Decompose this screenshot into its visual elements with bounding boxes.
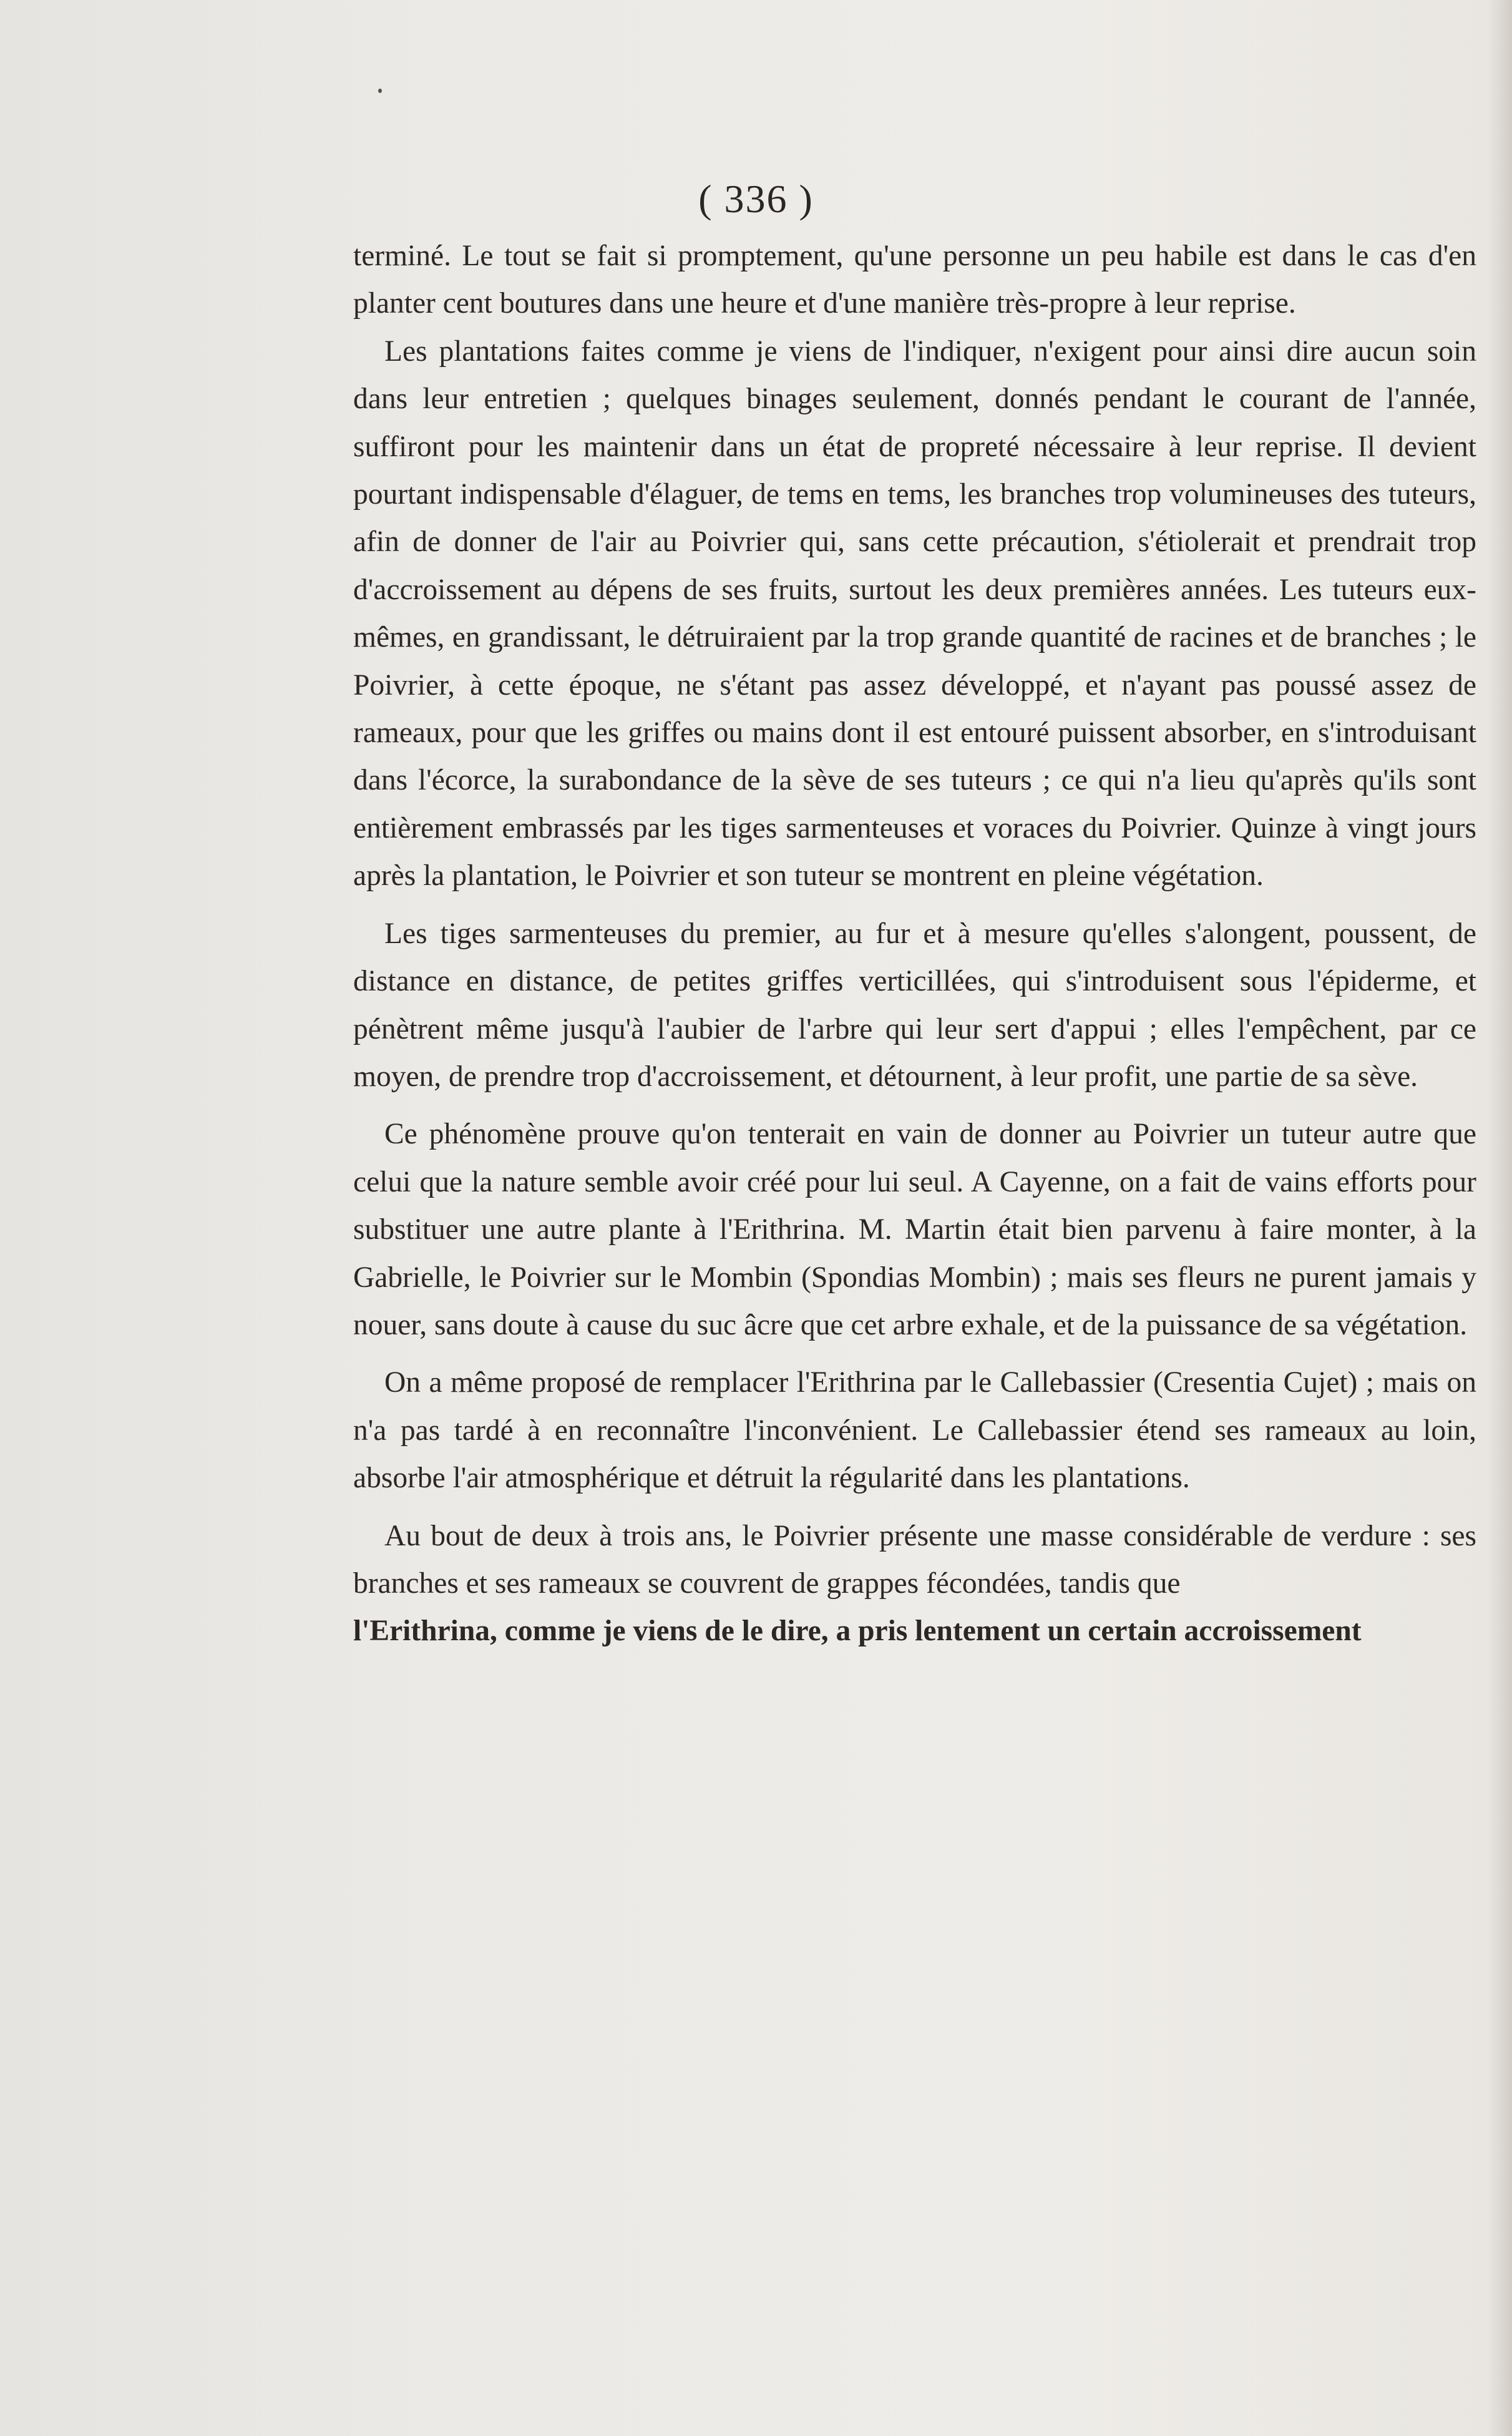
page-number: ( 336 ) bbox=[698, 177, 814, 221]
body-text bbox=[353, 232, 1476, 1655]
paragraph-6-last-line: l'Erithrina, comme je viens de le dire, a pris lentement un certain accroissement bbox=[353, 1615, 1362, 1648]
ink-speck bbox=[378, 89, 382, 93]
paragraph-4: Ce phénomène prouve qu'on tenterait en vain de donner au Poivrier un tuteur autre que celui que la nature semble avoir créé pour lui seul. A Cayenne, on a fait de vains efforts pour substituer une autre plante à l'Erithrina. M. Martin était bien parvenu à faire monter, à la Gabrielle, le Poivrier sur le Mombin (Spondias Mombin) ; mais ses fleurs ne purent jamais y nouer, sans doute à cause du suc âcre que cet arbre exhale, et de la puissance de sa végétation. bbox=[353, 1118, 1476, 1341]
paragraph-3: Les tiges sarmenteuses du premier, au fur et à mesure qu'elles s'alongent, poussent, de distance en distance, de petites griffes verticillées, qui s'introduisent sous l'épiderme, et pénètrent même jusqu'à l'aubier de l'arbre qui leur sert d'appui ; elles l'empêchent, par ce moyen, de prendre trop d'accroissement, et détournent, à leur profit, une partie de sa sève. bbox=[353, 917, 1476, 1093]
paragraph-6 bbox=[353, 1512, 1476, 1655]
paragraph-6-text: Au bout de deux à trois ans, le Poivrier présente une masse considérable de verdure : ses branches et ses rameaux se couvrent de grappes fécondées, tandis que bbox=[353, 1519, 1476, 1600]
paragraph-2: Les plantations faites comme je viens de l'indiquer, n'exigent pour ainsi dire aucun soin dans leur entretien ; quelques binages seulement, donnés pendant le courant de l'année, suffiront pour les maintenir dans un état de propreté nécessaire à leur reprise. Il devient pourtant indispensable d'élaguer, de tems en tems, les branches trop volumineuses des tuteurs, afin de donner de l'air au Poivrier qui, sans cette précaution, s'étiolerait et prendrait trop d'accroissement au dépens de ses fruits, surtout les deux premières années. Les tuteurs eux-mêmes, en grandissant, le détruiraient par la trop grande quantité de racines et de branches ; le Poivrier, à cette époque, ne s'étant pas assez développé, et n'ayant pas poussé assez de rameaux, pour que les griffes ou mains dont il est entouré puissent absorber, en s'introduisant dans l'écorce, la surabondance de la sève de ses tuteurs ; ce qui n'a lieu qu'après qu'ils sont entièrement embrassés par les tiges sarmenteuses et voraces du Poivrier. Quinze à vingt jours après la plantation, le Poivrier et son tuteur se montrent en pleine végétation. bbox=[353, 335, 1476, 893]
paragraph-5: On a même proposé de remplacer l'Erithrina par le Callebassier (Cresentia Cujet) ; mais on n'a pas tardé à en reconnaître l'inconvénient. Le Callebassier étend ses rameaux au loin, absorbe l'air atmosphérique et détruit la régularité dans les plantations. bbox=[353, 1366, 1476, 1495]
paragraph-1: terminé. Le tout se fait si promptement, qu'une personne un peu habile est dans le cas d'en planter cent boutures dans une heure et d'une manière très-propre à leur reprise. bbox=[353, 240, 1476, 320]
page-gutter-shadow bbox=[1487, 0, 1512, 2436]
